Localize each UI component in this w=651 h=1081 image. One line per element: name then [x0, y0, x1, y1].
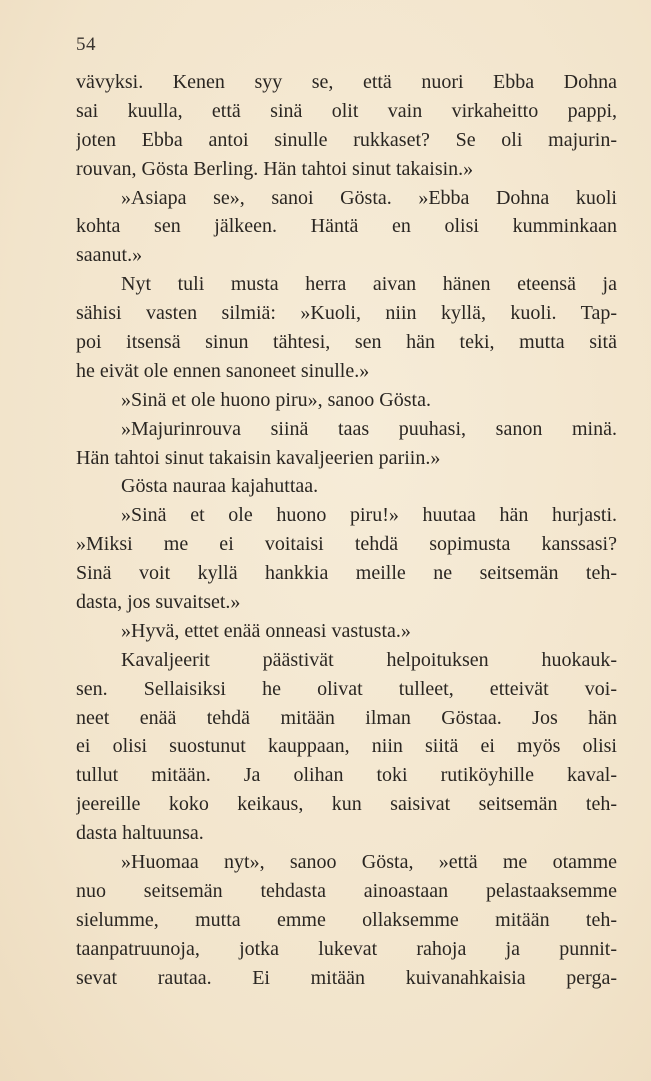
text-line: vävyksi. Kenen syy se, että nuori Ebba Dohna — [76, 71, 617, 93]
page-number: 54 — [76, 34, 96, 55]
text-line: neet enää tehdä mitään ilman Göstaa. Jos hän — [76, 706, 617, 729]
text-line: »Asiapa se», sanoi Gösta. »Ebba Dohna kuoli — [121, 186, 617, 209]
text-line: tullut mitään. Ja olihan toki rutiköyhille kaval- — [76, 764, 617, 787]
text-line: »Majurinrouva siinä taas puuhasi, sanon minä. — [121, 417, 617, 440]
text-line: sevat rautaa. Ei mitään kuivanahkaisia perga- — [76, 966, 617, 989]
text-line: sielumme, mutta emme ollaksemme mitään teh- — [76, 908, 617, 931]
text-line: jeereille koko keikaus, kun saisivat seitsemän teh- — [76, 793, 617, 816]
text-line: »Hyvä, ettet enää onneasi vastusta.» — [121, 619, 411, 642]
text-line: rouvan, Gösta Berling. Hän tahtoi sinut takaisin.» — [76, 157, 474, 180]
text-line: kohta sen jälkeen. Häntä en olisi kumminkaan — [76, 215, 617, 238]
text-line: »Miksi me ei voitaisi tehdä sopimusta kanssasi? — [76, 533, 617, 556]
text-line: saanut.» — [76, 244, 143, 267]
text-line: »Huomaa nyt», sanoo Gösta, »että me otamme — [121, 851, 617, 874]
text-line: Hän tahtoi sinut takaisin kavaljeerien pariin.» — [76, 446, 441, 469]
text-line: »Sinä et ole huono piru», sanoo Gösta. — [121, 388, 431, 411]
text-line: dasta, jos suvaitset.» — [76, 591, 241, 614]
text-line: Nyt tuli musta herra aivan hänen eteensä ja — [121, 273, 617, 296]
text-line: poi itsensä sinun tähtesi, sen hän teki, mutta sitä — [76, 331, 617, 354]
text-line: ei olisi suostunut kauppaan, niin siitä ei myös olisi — [76, 735, 617, 758]
text-line: »Sinä et ole huono piru!» huutaa hän hurjasti. — [121, 504, 617, 527]
text-line: Kavaljeerit päästivät helpoituksen huokauk- — [121, 648, 617, 671]
text-line: he eivät ole ennen sanoneet sinulle.» — [76, 359, 370, 382]
text-line: sähisi vasten silmiä: »Kuoli, niin kyllä, kuoli. Tap- — [76, 302, 617, 325]
text-line: nuo seitsemän tehdasta ainoastaan pelastaaksemme — [76, 879, 617, 902]
text-line: taanpatruunoja, jotka lukevat rahoja ja punnit- — [76, 937, 617, 960]
text-line: dasta haltuunsa. — [76, 822, 204, 845]
body-text — [76, 68, 617, 993]
text-line: Gösta nauraa kajahuttaa. — [121, 475, 319, 498]
text-line: sai kuulla, että sinä olit vain virkaheitto pappi, — [76, 99, 617, 122]
text-line: Sinä voit kyllä hankkia meille ne seitsemän teh- — [76, 562, 617, 585]
text-line: joten Ebba antoi sinulle rukkaset? Se oli majurin- — [76, 128, 617, 151]
text-line: sen. Sellaisiksi he olivat tulleet, etteivät voi- — [76, 677, 617, 700]
